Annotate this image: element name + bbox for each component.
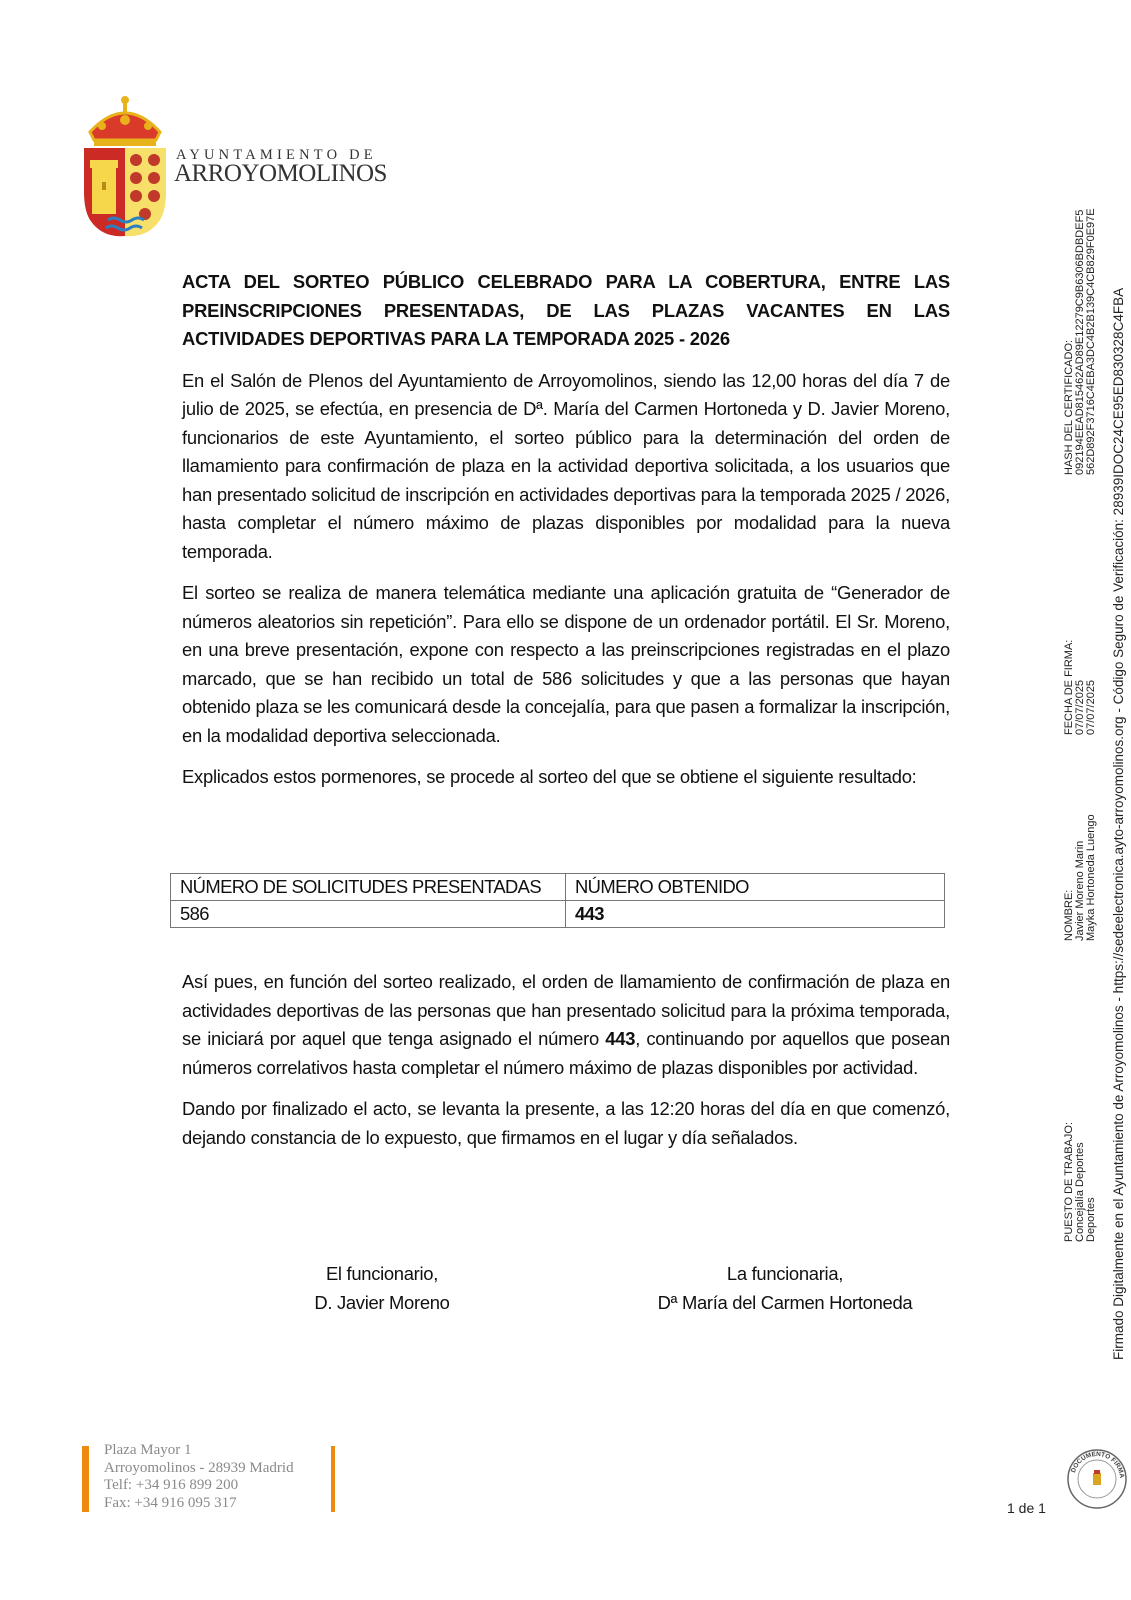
hash-value-1: 092194EEAD815462AD89E12279C9B6306BDBDEF5 xyxy=(1074,209,1086,475)
table-cell-number-obtained: 443 xyxy=(566,901,945,928)
table-header-cell: NÚMERO OBTENIDO xyxy=(566,874,945,901)
footer-address-line2: Arroyomolinos - 28939 Madrid xyxy=(104,1459,294,1476)
footer-fax: Fax: +34 916 095 317 xyxy=(104,1494,237,1511)
page-number: 1 de 1 xyxy=(1007,1500,1046,1516)
logo-text-ayuntamiento: AYUNTAMIENTO DE xyxy=(176,147,377,163)
signature-hash-block xyxy=(1064,208,1097,475)
digital-signature-stamp xyxy=(1066,1448,1128,1510)
footer-accent-bar-right xyxy=(331,1446,335,1512)
document-conclusion xyxy=(182,968,950,1165)
stamp-text: DOCUMENTO FIRMA xyxy=(1070,1450,1126,1479)
footer-phone: Telf: +34 916 899 200 xyxy=(104,1477,239,1493)
footer-address xyxy=(104,1442,294,1512)
document-body xyxy=(182,268,950,805)
table-header-row xyxy=(171,874,945,901)
footer-accent-bar-left xyxy=(82,1446,89,1512)
table-cell-submissions: 586 xyxy=(171,901,566,928)
coat-of-arms-icon xyxy=(82,92,168,244)
paragraph-order xyxy=(182,968,950,1082)
footer-address-line1: Plaza Mayor 1 xyxy=(104,1442,192,1458)
footer-address-block xyxy=(82,1442,337,1512)
signature-right-name: Dª María del Carmen Hortoneda xyxy=(657,1291,913,1313)
post-label: PUESTO DE TRABAJO: xyxy=(1063,1121,1075,1242)
date-value-2: 07/07/2025 xyxy=(1085,679,1097,735)
logo-text-arroyomolinos: ARROYOMOLINOS xyxy=(174,160,387,187)
name-value-1: Javier Moreno Marin xyxy=(1074,840,1086,941)
signature-right-role: La funcionaria, xyxy=(726,1263,844,1284)
hash-value-2: 562D892F3716C4EBA3DC4B2B139C4CB829F0E97E xyxy=(1085,208,1097,475)
name-value-2: Mayka Hortoneda Luengo xyxy=(1085,814,1097,941)
table-header-cell: NÚMERO DE SOLICITUDES PRESENTADAS xyxy=(171,874,566,901)
document-title: ACTA DEL SORTEO PÚBLICO CELEBRADO PARA LA COBERTURA, ENTRE LAS PREINSCRIPCIONES PRESENTADAS, DE LAS PLAZAS VACANTES EN LAS ACTIVIDADES DEPORTIVAS PARA LA TEMPORADA 2025 - 2026 xyxy=(182,271,950,349)
paragraph-order-text: Así pues, en función del sorteo realizado, el orden de llamamiento de confirmación de plaza en actividades deportivas de las personas que han presentado solicitud para la próxima temporada, se iniciará por aquel que tenga asignado el número xyxy=(182,971,950,1049)
name-label: NOMBRE: xyxy=(1063,889,1075,941)
paragraph-intro: En el Salón de Plenos del Ayuntamiento de Arroyomolinos, siendo las 12,00 horas del día 7 de julio de 2025, se efectúa, en presencia de Dª. María del Carmen Hortoneda y D. Javier Moreno, funcionarios de este Ayuntamiento, el sorteo público para la determinación del orden de llamamiento para confirmación de plaza en la actividad deportiva solicitada, a los usuarios que han presentado solicitud de inscripción en actividades deportivas para la temporada 2025 / 2026, hasta completar el número máximo de plazas disponibles por modalidad para la nueva temporada. xyxy=(182,369,950,562)
paragraph-result-intro: Explicados estos pormenores, se procede al sorteo del que se obtiene el siguiente resultado: xyxy=(182,766,917,787)
post-value-2: Deportes xyxy=(1085,1197,1097,1242)
results-table xyxy=(170,873,945,928)
signature-left-role: El funcionario, xyxy=(325,1263,439,1284)
signature-right xyxy=(620,1260,950,1317)
paragraph-closing: Dando por finalizado el acto, se levanta la presente, a las 12:20 horas del día en que comenzó, dejando constancia de lo expuesto, que firmamos en el lugar y día señalados. xyxy=(182,1098,950,1148)
hash-label: HASH DEL CERTIFICADO: xyxy=(1063,339,1075,475)
winning-number: 443 xyxy=(605,1028,636,1049)
signed-seal-icon xyxy=(1066,1448,1128,1510)
verification-line: Firmado Digitalmente en el Ayuntamiento de Arroyomolinos - https://sedeelectronica.ayto-arroyomolinos.org - Código Seguro de Verificación: 28939IDOC24CE95ED830328C4FBA xyxy=(1111,287,1126,1360)
post-value-1: Concejalía Deportes xyxy=(1074,1142,1086,1242)
paragraph-order-text-end: , continuando por aquellos que posean números correlativos hasta completar el número máximo de plazas disponibles por actividad. xyxy=(182,1028,950,1078)
date-label: FECHA DE FIRMA: xyxy=(1063,639,1075,735)
signature-post-block xyxy=(1064,1122,1097,1242)
signature-left-name: D. Javier Moreno xyxy=(314,1291,450,1313)
signature-left xyxy=(262,1260,502,1317)
signature-name-block xyxy=(1064,814,1097,941)
paragraph-procedure: El sorteo se realiza de manera telemática mediante una aplicación gratuita de “Generador de números aleatorios sin repetición”. Para ello se dispone de un ordenador portátil. El Sr. Moreno, en una breve presentación, expone con respecto a las preinscripciones registradas en el plazo marcado, que se han recibido un total de 586 solicitudes y que a las personas que hayan obtenido plaza se les comunicará desde la concejalía, para que pasen a formalizar la inscripción, en la modalidad deportiva seleccionada. xyxy=(182,582,950,746)
date-value-1: 07/07/2025 xyxy=(1074,679,1086,735)
table-row xyxy=(171,901,945,928)
signature-date-block xyxy=(1064,640,1097,735)
municipality-logo xyxy=(82,92,387,244)
